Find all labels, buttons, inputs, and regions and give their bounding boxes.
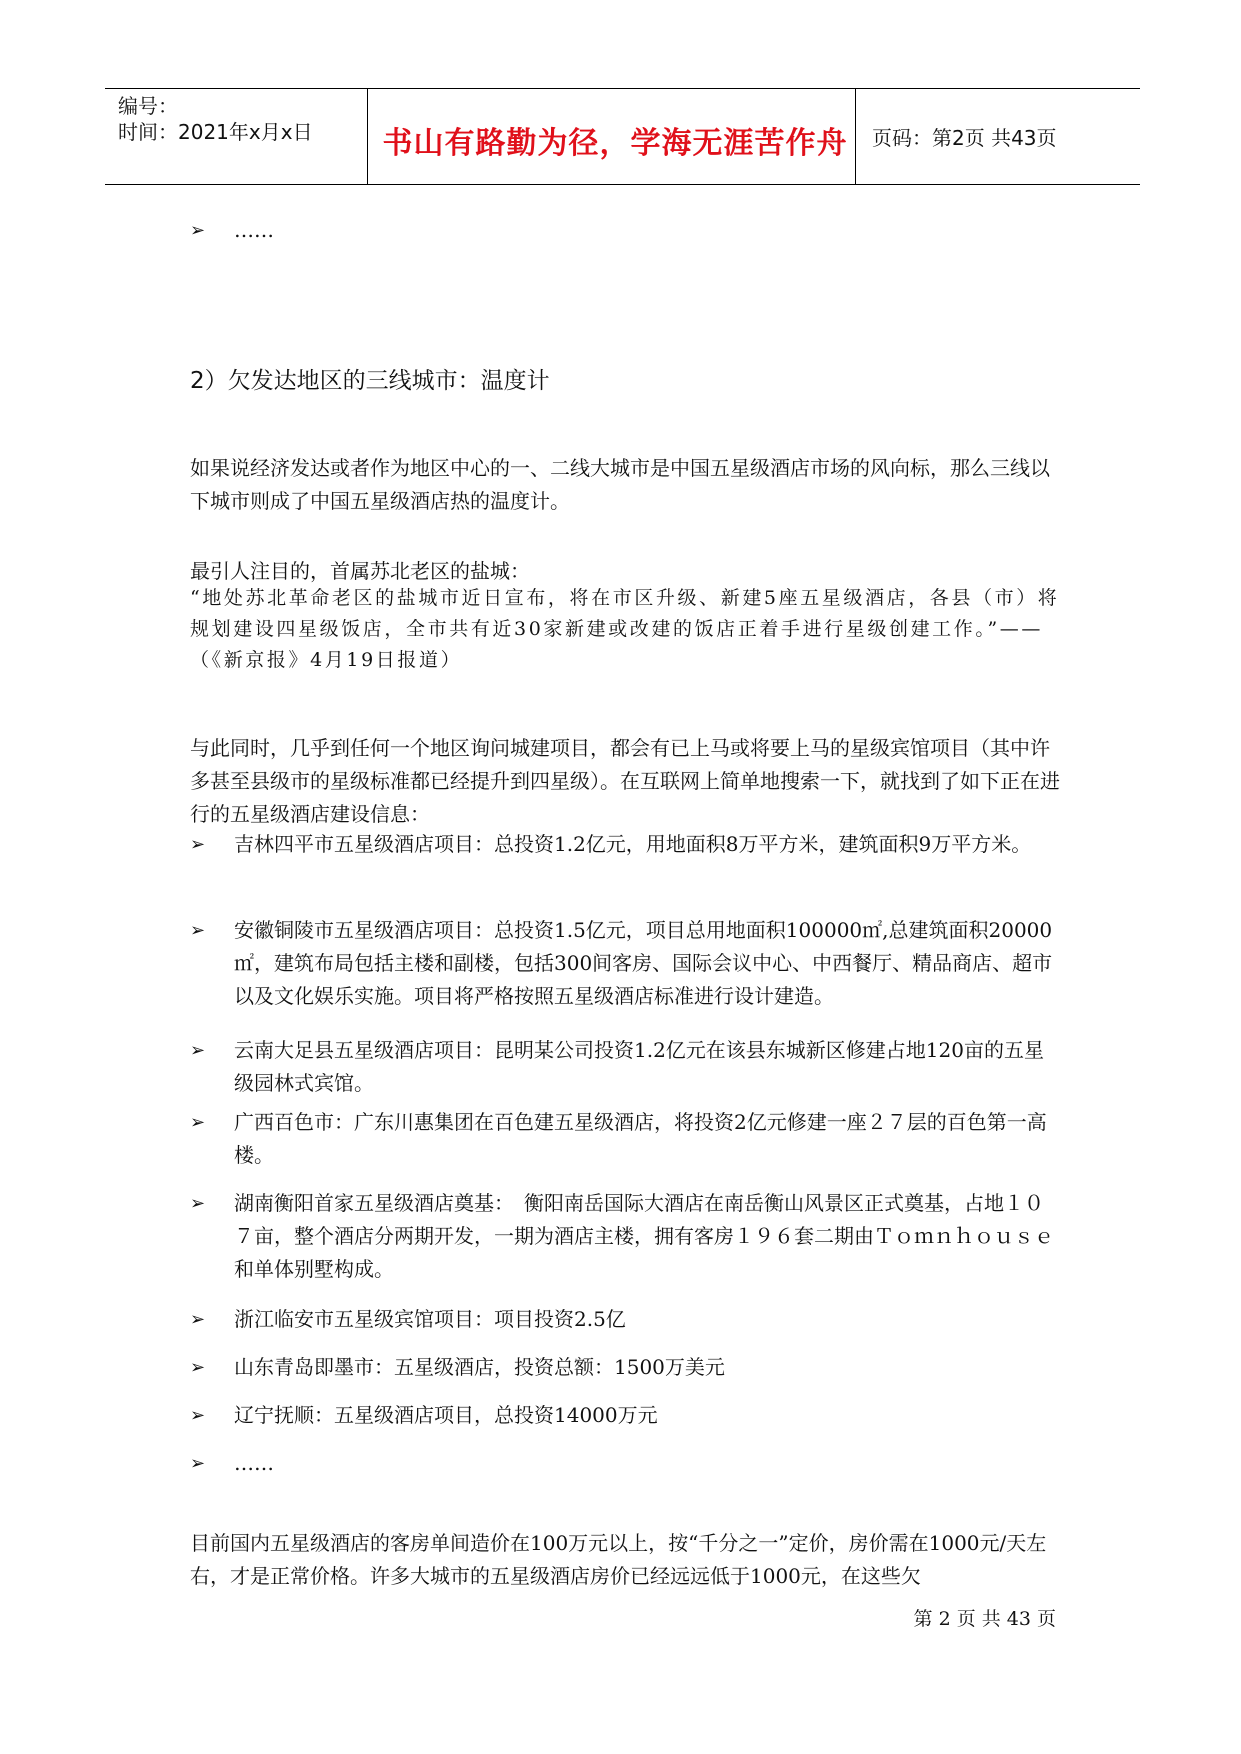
bullet-arrow-icon: ➢ (190, 1040, 206, 1061)
bullet-arrow-icon: ➢ (190, 1193, 206, 1214)
doc-number-label: 编号： (118, 94, 178, 118)
bullet-arrow-icon: ➢ (190, 1405, 206, 1426)
section-heading: 2）欠发达地区的三线城市：温度计 (190, 368, 550, 394)
header-divider (367, 89, 368, 184)
doc-date-label: 时间：2021年x月x日 (118, 120, 313, 144)
list-item (190, 1106, 1060, 1172)
list-item-text: 云南大足县五星级酒店项目：昆明某公司投资1.2亿元在该县东城新区修建占地120亩的五星级园林式宾馆。 (234, 1038, 1044, 1095)
list-item-text: …… (234, 218, 274, 242)
list-item (190, 1399, 1060, 1432)
list-item (190, 1447, 1060, 1480)
list-item (190, 828, 1060, 861)
list-item-text: 辽宁抚顺：五星级酒店项目，总投资14000万元 (234, 1403, 658, 1427)
page-footer: 第 2 页 共 43 页 (913, 1608, 1056, 1630)
paragraph: 与此同时，几乎到任何一个地区询问城建项目，都会有已上马或将要上马的星级宾馆项目（其中许多甚至县级市的星级标准都已经提升到四星级）。在互联网上简单地搜索一下，就找到了如下正在进行的五星级酒店建设信息： (190, 736, 1060, 826)
list-item (190, 914, 1060, 1013)
bullet-arrow-icon: ➢ (190, 834, 206, 855)
paragraph: 最引人注目的，首属苏北老区的盐城： (190, 559, 530, 583)
bullet-arrow-icon: ➢ (190, 220, 206, 241)
bullet-arrow-icon: ➢ (190, 1357, 206, 1378)
bullet-arrow-icon: ➢ (190, 1309, 206, 1330)
list-item (190, 1034, 1060, 1100)
list-item (190, 1187, 1060, 1286)
header-page-label: 页码：第2页 共43页 (872, 126, 1057, 150)
list-item (190, 1351, 1060, 1384)
paragraph: 如果说经济发达或者作为地区中心的一、二线大城市是中国五星级酒店市场的风向标，那么三线以下城市则成了中国五星级酒店热的温度计。 (190, 456, 1050, 513)
list-item-text: 吉林四平市五星级酒店项目：总投资1.2亿元，用地面积8万平方米，建筑面积9万平方米。 (234, 832, 1032, 856)
list-item (190, 214, 1060, 247)
paragraph: 目前国内五星级酒店的客房单间造价在100万元以上，按“千分之一”定价，房价需在1000元/天左右，才是正常价格。许多大城市的五星级酒店房价已经远远低于1000元，在这些欠 (190, 1531, 1047, 1588)
bullet-arrow-icon: ➢ (190, 1453, 206, 1474)
quote-paragraph: “地处苏北革命老区的盐城市近日宣布，将在市区升级、新建5座五星级酒店，各县（市）将规划建设四星级饭店，全市共有近30家新建或改建的饭店正着手进行星级创建工作。”——（《新京报》4月19日报道） (190, 587, 1060, 671)
list-item-text: 广西百色市：广东川惠集团在百色建五星级酒店，将投资2亿元修建一座２７层的百色第一高楼。 (234, 1110, 1047, 1167)
list-item-text: 安徽铜陵市五星级酒店项目：总投资1.5亿元，项目总用地面积100000㎡,总建筑面积20000㎡，建筑布局包括主楼和副楼，包括300间客房、国际会议中心、中西餐厅、精品商店、超市以及文化娱乐实施。项目将严格按照五星级酒店标准进行设计建造。 (234, 918, 1053, 1008)
bullet-arrow-icon: ➢ (190, 920, 206, 941)
list-item-text: …… (234, 1451, 274, 1475)
list-item-text: 浙江临安市五星级宾馆项目：项目投资2.5亿 (234, 1307, 626, 1331)
list-item-text: 山东青岛即墨市：五星级酒店，投资总额：1500万美元 (234, 1355, 725, 1379)
header-motto: 书山有路勤为径，学海无涯苦作舟 (382, 126, 848, 161)
list-item-text: 湖南衡阳首家五星级酒店奠基： 衡阳南岳国际大酒店在南岳衡山风景区正式奠基，占地１０７亩，整个酒店分两期开发，一期为酒店主楼，拥有客房１９６套二期由Ｔｏｍｎｈｏｕｓｅ和单体别墅构成。 (234, 1191, 1054, 1281)
bullet-arrow-icon: ➢ (190, 1112, 206, 1133)
list-item (190, 1303, 1060, 1336)
